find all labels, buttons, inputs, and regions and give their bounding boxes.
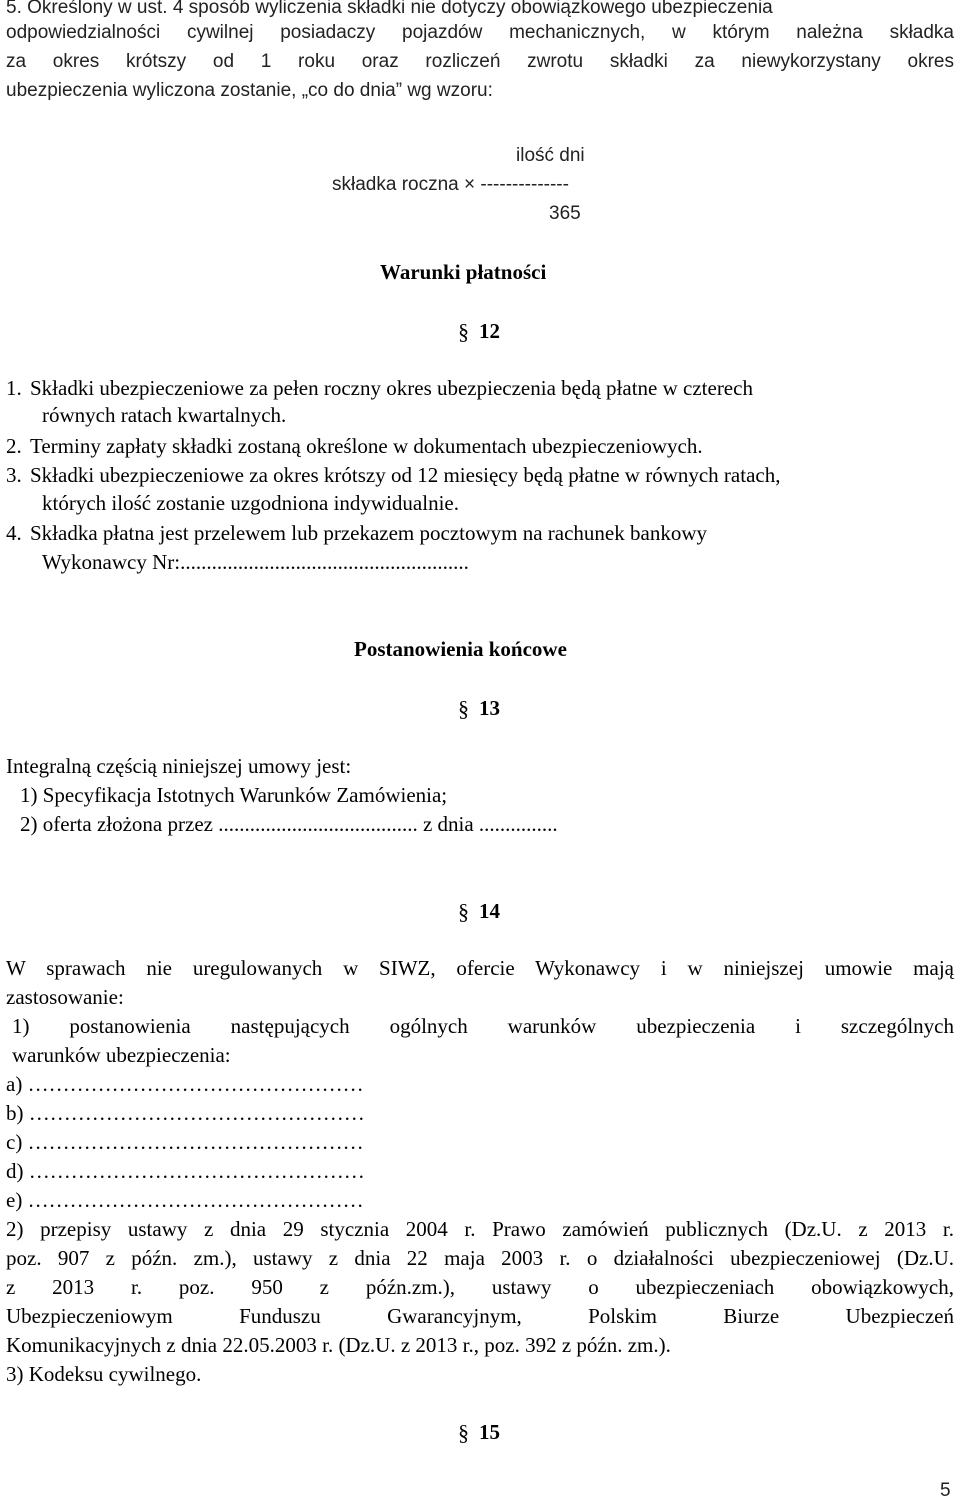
section-14-number — [458, 898, 500, 924]
section-13-number — [458, 695, 500, 721]
text-line: których ilość zostanie uzgodniona indywidualnie. — [42, 491, 459, 515]
section-number: 12 — [479, 319, 500, 343]
section-12-number — [458, 318, 500, 344]
list-item — [6, 520, 707, 546]
text-line: 3) Kodeksu cywilnego. — [6, 1362, 202, 1386]
formula-numerator: ilość dni — [516, 145, 585, 166]
list-item: 2) oferta złożona przez ...................................... z dnia ............... — [20, 812, 558, 836]
text-line: W sprawach nie uregulowanych w SIWZ, ofercie Wykonawcy i w niniejszej umowie mają — [6, 956, 954, 980]
list-number: 4. — [6, 521, 22, 545]
section-number: 14 — [479, 899, 500, 923]
section-15-number — [458, 1419, 500, 1445]
list-number: 1. — [6, 376, 22, 400]
text-line: Składka płatna jest przelewem lub przekazem pocztowym na rachunek bankowy — [30, 521, 707, 545]
list-item — [6, 433, 703, 459]
list-item: d) ………………………………………… — [6, 1159, 365, 1183]
section-number: 15 — [479, 1420, 500, 1444]
list-item: a) ………………………………………… — [6, 1072, 364, 1096]
list-number: 3. — [6, 463, 22, 487]
list-item — [6, 375, 753, 401]
section-12-heading: Warunki płatności — [380, 260, 547, 284]
section-13-heading: Postanowienia końcowe — [354, 637, 567, 661]
text-line: 2) przepisy ustawy z dnia 29 stycznia 2004 r. Prawo zamówień publicznych (Dz.U. z 2013 r. — [6, 1217, 954, 1241]
text-line: Terminy zapłaty składki zostaną określone w dokumentach ubezpieczeniowych. — [30, 434, 703, 458]
text-line: Składki ubezpieczeniowe za pełen roczny okres ubezpieczenia będą płatne w czterech — [30, 376, 753, 400]
text-line: za okres krótszy od 1 roku oraz rozliczeń zwrotu składki za niewykorzystany okres — [6, 51, 954, 72]
page-number: 5 — [940, 1480, 951, 1501]
list-item — [6, 462, 780, 488]
text-line: 5. Określony w ust. 4 sposób wyliczenia składki nie dotyczy obowiązkowego ubezpieczenia — [6, 0, 773, 18]
list-item: e) ………………………………………… — [6, 1188, 364, 1212]
formula-denominator: 365 — [549, 203, 581, 224]
list-item: c) ………………………………………… — [6, 1130, 364, 1154]
list-item: 1) Specyfikacja Istotnych Warunków Zamówienia; — [20, 783, 448, 807]
text-line: ubezpieczenia wyliczona zostanie, „co do dnia” wg wzoru: — [6, 80, 493, 101]
list-number: 2. — [6, 434, 22, 458]
text-line: z 2013 r. poz. 950 z późn.zm.), ustawy o ubezpieczeniach obowiązkowych, — [6, 1275, 954, 1299]
text-line: równych ratach kwartalnych. — [42, 403, 287, 427]
paragraph-symbol: § — [458, 319, 469, 344]
paragraph-symbol: § — [458, 1420, 469, 1445]
text-line: warunków ubezpieczenia: — [12, 1043, 231, 1067]
section-13-intro: Integralną częścią niniejszej umowy jest: — [6, 754, 352, 778]
section-number: 13 — [479, 696, 500, 720]
text-line: Składki ubezpieczeniowe za okres krótszy od 12 miesięcy będą płatne w równych ratach, — [30, 463, 781, 487]
formula-left: składka roczna × -------------- — [332, 174, 569, 195]
text-line: zastosowanie: — [6, 985, 124, 1009]
list-item: b) ………………………………………… — [6, 1101, 365, 1125]
paragraph-symbol: § — [458, 899, 469, 924]
paragraph-symbol: § — [458, 696, 469, 721]
text-line: Ubezpieczeniowym Funduszu Gwarancyjnym, Polskim Biurze Ubezpieczeń — [6, 1304, 954, 1328]
text-line: Komunikacyjnych z dnia 22.05.2003 r. (Dz.U. z 2013 r., poz. 392 z późn. zm.). — [6, 1333, 671, 1357]
text-line: Wykonawcy Nr:....................................................... — [42, 550, 469, 574]
text-line: 1) postanowienia następujących ogólnych warunków ubezpieczenia i szczególnych — [12, 1014, 954, 1038]
text-line: odpowiedzialności cywilnej posiadaczy pojazdów mechanicznych, w którym należna składka — [6, 22, 954, 43]
text-line: poz. 907 z późn. zm.), ustawy z dnia 22 maja 2003 r. o działalności ubezpieczeniowej (Dz.U. — [6, 1246, 954, 1270]
